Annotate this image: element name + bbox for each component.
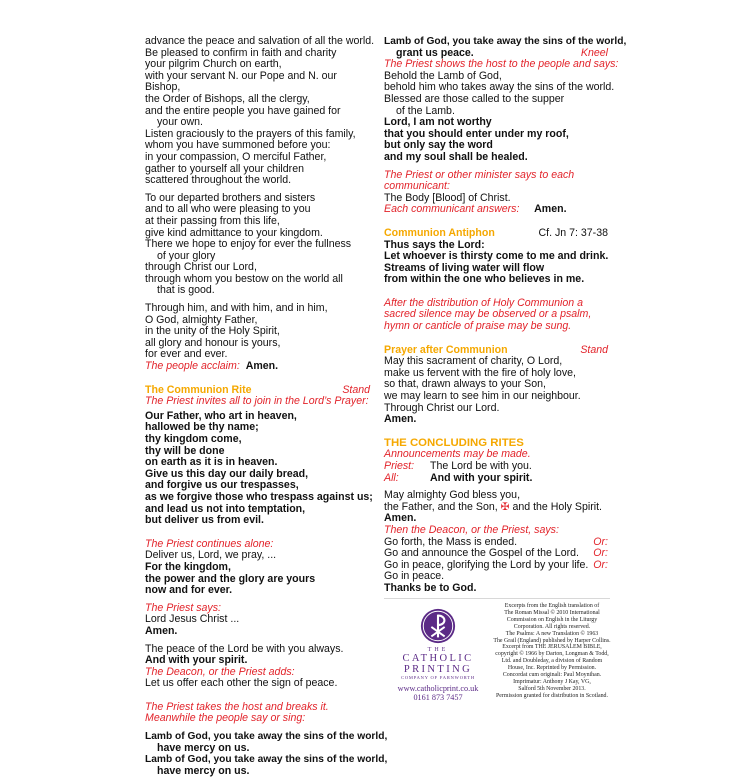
rubric: The Priest invites all to join in the Lord’s Prayer: [145, 395, 369, 408]
posture-label: Stand [580, 343, 608, 356]
credit-line: The Psalms: A new Translation © 1963 [505, 630, 599, 637]
credit-line: Imprimatur: Anthony J Kay, VG, [513, 678, 591, 685]
text-line: There we hope to enjoy for ever the fullness [145, 238, 352, 251]
text-line: thy kingdom come, [145, 433, 242, 445]
text-line: Behold the Lamb of God, [384, 69, 502, 82]
rubric: The Priest shows the host to the people and says: [384, 58, 619, 71]
rubric: Then the Deacon, or the Priest, says: [384, 523, 559, 536]
text-line: And with your spirit. [145, 654, 248, 667]
text-line: Go forth, the Mass is ended. [384, 535, 518, 548]
text-line: Lord Jesus Christ ... [145, 613, 240, 626]
credit-line: The Grail (England) published by Harper Collins. [493, 637, 611, 644]
answer-amen: Amen. [534, 203, 567, 216]
website-link[interactable]: www.catholicprint.co.uk [397, 684, 479, 693]
text-line: with your servant N. our Pope and N. our [145, 69, 337, 82]
text-line: the Order of Bishops, all the clergy, [145, 92, 310, 105]
text-line: The Body [Blood] of Christ. [384, 191, 511, 204]
text-line: that you should enter under my roof, [384, 127, 569, 140]
speaker-label: All: [384, 471, 399, 484]
communion-antiphon-heading [384, 228, 608, 240]
rubric: The Priest says: [145, 601, 221, 614]
text-line: Deliver us, Lord, we pray, ... [145, 549, 277, 562]
doxology-paragraph [145, 303, 370, 373]
text-line: on earth as it is in heaven. [145, 456, 278, 469]
text-line: have mercy on us. [157, 764, 250, 777]
text-line: Go in peace. [384, 570, 445, 583]
text-line: Let whoever is thirsty come to me and drink. [384, 250, 609, 263]
publisher-footer [384, 598, 610, 711]
text-line: Lamb of God, you take away the sins of the world, [384, 36, 627, 47]
text-line: And with your spirit. [430, 471, 533, 484]
rubric: The Priest continues alone: [145, 537, 274, 550]
text-fragment: and the Holy Spirit. [512, 500, 602, 513]
text-line: from within the one who believes in me. [384, 273, 585, 286]
text-line: as we forgive those who trespass against us; [145, 490, 373, 503]
rubric: The Priest takes the host and breaks it. [145, 700, 329, 713]
scripture-reference: Cf. Jn 7: 37-38 [538, 226, 608, 239]
acclaim-amen: Amen. [245, 360, 279, 373]
intercession-paragraph [145, 35, 375, 187]
text-line: behold him who takes away the sins of the world. [384, 81, 615, 94]
credit-line: Corporation. All rights reserved. [513, 623, 591, 630]
logo-name-line1: CATHOLIC [402, 653, 474, 664]
all-dialogue [384, 473, 608, 485]
text-line: Give us this day our daily bread, [145, 467, 309, 480]
text-line: and lead us not into temptation, [145, 502, 306, 515]
text-line: gather to yourself all your children [145, 162, 304, 175]
text-line: Lamb of God, you take away the sins of the world, [145, 754, 388, 766]
text-line: of your glory [157, 249, 216, 262]
credit-line: Commission on English in the Liturgy [506, 616, 598, 623]
rubric: sacred silence may be observed or a psalm, [384, 308, 592, 321]
text-line: give kind admittance to your kingdom. [145, 226, 323, 239]
dismissal-option [384, 548, 608, 560]
text-line: Lord, I am not worthy [384, 116, 492, 129]
text-line: O God, almighty Father, [145, 313, 258, 326]
rubric: communicant: [384, 180, 450, 193]
text-line: Streams of living water will flow [384, 261, 545, 274]
text-line: scattered throughout the world. [145, 174, 292, 187]
credit-line: Permission granted for distribution in Scotland. [496, 692, 608, 699]
credit-line: House, Inc. Reprinted by Permission. [507, 665, 597, 672]
text-line: The peace of the Lord be with you always. [145, 642, 344, 655]
rubric: Announcements may be made. [384, 448, 531, 461]
text-line: Amen. [384, 512, 417, 525]
rubric: The Deacon, or the Priest adds: [145, 665, 295, 678]
text-line: Blessed are those called to the supper [384, 92, 565, 105]
text-line: now and for ever. [145, 584, 233, 597]
text-line: and forgive us our trespasses, [145, 479, 299, 492]
text-line: Be pleased to confirm in faith and charity [145, 46, 337, 59]
text-line: hallowed be thy name; [145, 421, 259, 434]
text-line: Amen. [384, 413, 417, 426]
priest-dialogue [384, 461, 608, 473]
text-line: Amen. [145, 624, 178, 637]
text-line: so that, drawn always to your Son, [384, 378, 546, 391]
text-line: at their passing from this life, [145, 214, 280, 227]
text-line: For the kingdom, [145, 560, 231, 573]
logo-the: THE [427, 647, 449, 653]
text-fragment: the Father, and the Son, [384, 500, 498, 513]
text-line: advance the peace and salvation of all the world. [145, 35, 375, 47]
text-line: but deliver us from evil. [145, 514, 264, 527]
or-label: Or: [593, 558, 608, 571]
text-line: May almighty God bless you, [384, 489, 521, 502]
speaker-label: Priest: [384, 460, 415, 472]
left-column [145, 35, 388, 777]
posture-label: Stand [342, 383, 370, 396]
text-line: The Lord be with you. [430, 460, 532, 472]
rubric: hymn or canticle of praise may be sung. [384, 320, 572, 333]
phone-number: 0161 873 7457 [413, 693, 463, 702]
copyright-credits [492, 603, 612, 700]
text-line: we may learn to see him in our neighbour. [384, 390, 581, 403]
credit-line: Excerpts from the English translation of [504, 603, 600, 609]
text-line: make us fervent with the fire of holy love, [384, 366, 576, 379]
credit-line: Concordat cum originali: Paul Moynihan. [502, 672, 602, 679]
text-line: your pilgrim Church on earth, [145, 58, 282, 71]
text-line: May this sacrament of charity, O Lord, [384, 355, 563, 368]
text-line: To our departed brothers and sisters [145, 191, 316, 204]
text-line: Bishop, [145, 81, 181, 94]
text-line: Listen graciously to the prayers of this family, [145, 127, 356, 140]
answer-line [384, 204, 608, 216]
text-line: Through him, and with him, and in him, [145, 302, 328, 315]
departed-paragraph [145, 193, 370, 297]
text-line: Go in peace, glorifying the Lord by your life. [384, 558, 589, 571]
rubric: Meanwhile the people say or sing: [145, 712, 306, 725]
credit-line: The Roman Missal © 2010 International [504, 609, 600, 616]
text-line: through whom you bestow on the world all [145, 272, 343, 285]
acclaim-label: The people acclaim: [145, 360, 240, 373]
text-line: Let us offer each other the sign of peace. [145, 677, 338, 690]
text-line: and the entire people you have gained for [145, 104, 341, 117]
or-label: Or: [593, 535, 608, 548]
text-line: Thus says the Lord: [384, 238, 485, 251]
text-line: Our Father, who art in heaven, [145, 409, 297, 422]
cross-icon: ✠ [500, 500, 510, 513]
publisher-logo [384, 607, 492, 702]
lords-prayer [145, 409, 373, 527]
text-line: all glory and honour is yours, [145, 336, 281, 349]
text-line: Through Christ our Lord. [384, 401, 500, 414]
posture-label: Kneel [580, 46, 608, 59]
chi-rho-emblem-icon [419, 607, 457, 645]
text-line: have mercy on us. [157, 741, 250, 754]
text-line: but only say the word [384, 139, 493, 152]
section-title: Prayer after Communion [384, 343, 508, 356]
acclaim-line [145, 361, 370, 373]
text-line: whom you have summoned before you: [145, 139, 331, 152]
section-title: The Communion Rite [145, 383, 252, 396]
text-line: Go and announce the Gospel of the Lord. [384, 547, 579, 560]
logo-name-line2: PRINTING [403, 664, 473, 675]
blessing-line [384, 502, 608, 514]
text-line: in your compassion, O merciful Father, [145, 150, 327, 163]
rubric: After the distribution of Holy Communion a [384, 296, 584, 309]
section-title: Communion Antiphon [384, 226, 495, 239]
text-line: your own. [157, 116, 203, 129]
credit-line: Ltd. and Doubleday, a division of Random [501, 658, 603, 665]
text-line: and my soul shall be healed. [384, 150, 528, 163]
text-line: and to all who were pleasing to you [145, 203, 311, 216]
text-line: in the unity of the Holy Spirit, [145, 325, 280, 338]
credit-line: copyright © 1966 by Darton, Longman & Todd, [495, 651, 609, 658]
text-line: thy will be done [145, 444, 225, 457]
text-line: through Christ our Lord, [145, 261, 257, 274]
credit-line: Salford 5th November 2013. [518, 685, 586, 692]
text-line: that is good. [157, 284, 215, 297]
logo-subtitle: COMPANY OF FARNWORTH [401, 675, 475, 680]
text-line: grant us peace. [396, 46, 474, 59]
credit-line: Excerpt from THE JERUSALEM BIBLE, [502, 644, 602, 651]
text-line: for ever and ever. [145, 348, 228, 361]
or-label: Or: [593, 547, 608, 560]
text-line: Thanks be to God. [384, 581, 477, 594]
text-line: of the Lamb. [396, 104, 455, 117]
right-column [384, 36, 627, 595]
concluding-rites-heading: THE CONCLUDING RITES [384, 436, 524, 449]
text-line: Lamb of God, you take away the sins of the world, [145, 731, 388, 743]
answer-label: Each communicant answers: [384, 203, 520, 216]
rubric: The Priest or other minister says to each [384, 168, 575, 181]
text-line: the power and the glory are yours [145, 572, 316, 585]
